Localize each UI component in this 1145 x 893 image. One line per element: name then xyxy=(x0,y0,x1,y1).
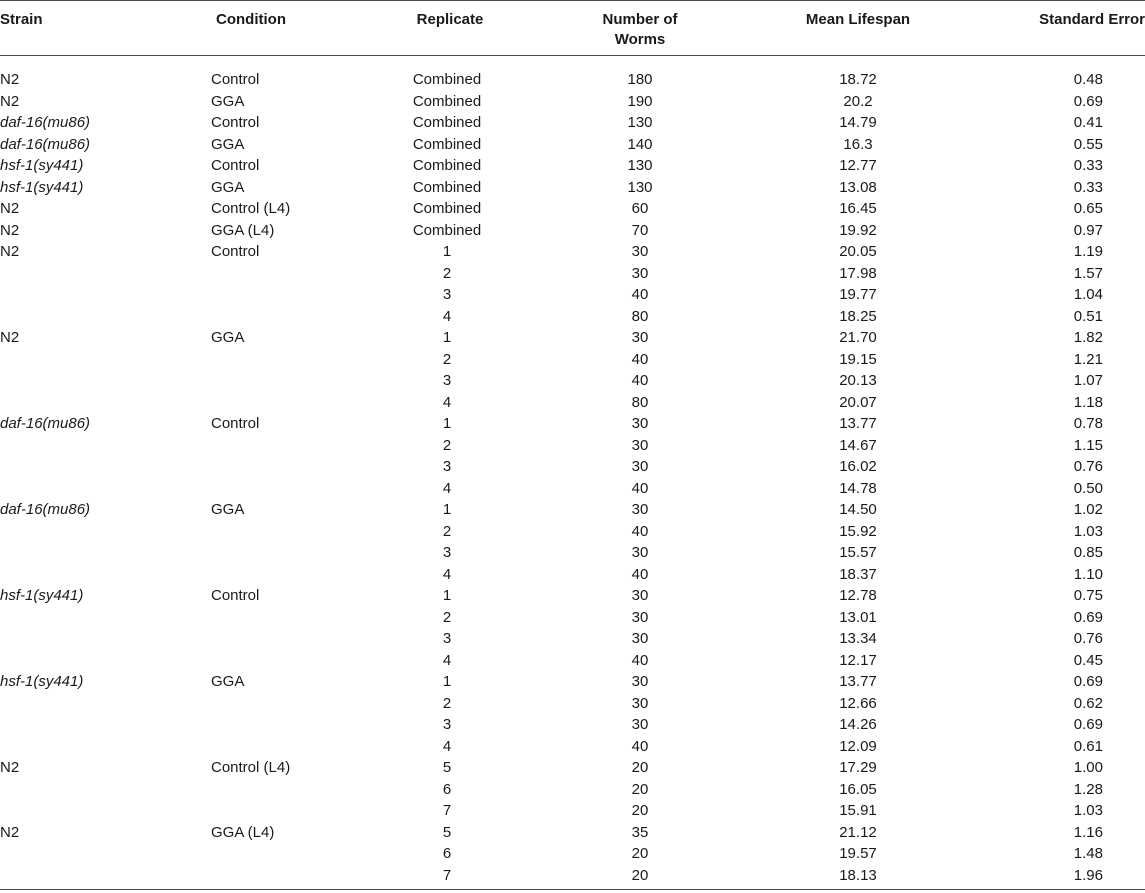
header-replicate: Replicate xyxy=(416,11,484,28)
cell-mean-lifespan: 15.91 xyxy=(839,802,877,819)
cell-number-of-worms: 40 xyxy=(631,372,649,389)
table-row xyxy=(0,736,1145,758)
cell-condition: GGA xyxy=(211,673,245,690)
cell-strain: N2 xyxy=(0,71,20,88)
cell-replicate: 1 xyxy=(442,587,452,604)
cell-standard-error: 0.51 xyxy=(1073,307,1103,325)
cell-number-of-worms: 20 xyxy=(631,802,649,819)
cell-mean-lifespan: 13.08 xyxy=(839,178,877,196)
cell-strain: N2 xyxy=(0,329,20,346)
cell-condition: Control xyxy=(211,415,260,432)
cell-mean-lifespan: 13.01 xyxy=(839,608,877,626)
cell-mean-lifespan: 16.3 xyxy=(843,135,873,153)
cell-mean-lifespan: 16.05 xyxy=(839,780,877,798)
cell-number-of-worms: 30 xyxy=(631,608,649,626)
cell-replicate: 3 xyxy=(442,544,452,561)
cell-mean-lifespan: 14.79 xyxy=(839,114,877,131)
table-row xyxy=(0,155,1145,177)
cell-standard-error: 0.69 xyxy=(1073,608,1103,626)
cell-number-of-worms: 20 xyxy=(631,759,649,776)
table-row xyxy=(0,241,1145,263)
cell-standard-error: 1.15 xyxy=(1073,436,1103,454)
cell-number-of-worms: 70 xyxy=(631,221,649,239)
table-row xyxy=(0,478,1145,500)
cell-mean-lifespan: 18.13 xyxy=(839,866,877,884)
cell-number-of-worms: 60 xyxy=(631,200,649,217)
cell-standard-error: 1.19 xyxy=(1073,243,1103,260)
cell-standard-error: 0.97 xyxy=(1073,221,1103,239)
cell-replicate: 1 xyxy=(442,243,452,260)
cell-mean-lifespan: 19.77 xyxy=(839,286,877,303)
cell-standard-error: 0.69 xyxy=(1073,673,1103,690)
table-row xyxy=(0,843,1145,865)
cell-mean-lifespan: 13.34 xyxy=(839,630,877,647)
table-row xyxy=(0,413,1145,435)
cell-strain: daf-16(mu86) xyxy=(0,114,91,131)
cell-standard-error: 1.96 xyxy=(1073,866,1103,884)
table-row xyxy=(0,499,1145,521)
table-row xyxy=(0,521,1145,543)
cell-condition: GGA xyxy=(211,92,245,110)
table-row xyxy=(0,112,1145,134)
table-row xyxy=(0,435,1145,457)
cell-standard-error: 1.07 xyxy=(1073,372,1103,389)
cell-standard-error: 1.02 xyxy=(1073,501,1103,518)
cell-standard-error: 0.76 xyxy=(1073,630,1103,647)
cell-number-of-worms: 30 xyxy=(631,694,649,712)
cell-replicate: 7 xyxy=(442,802,452,819)
cell-number-of-worms: 130 xyxy=(627,114,653,131)
header-mean-lifespan: Mean Lifespan xyxy=(805,11,911,28)
table-row xyxy=(0,865,1145,887)
header-number-of-worms-line2: Worms xyxy=(614,31,666,48)
cell-mean-lifespan: 18.72 xyxy=(839,71,877,88)
cell-standard-error: 1.57 xyxy=(1073,264,1103,282)
cell-mean-lifespan: 15.92 xyxy=(839,522,877,540)
cell-number-of-worms: 30 xyxy=(631,716,649,733)
table-row xyxy=(0,263,1145,285)
cell-number-of-worms: 180 xyxy=(627,71,653,88)
table-row xyxy=(0,714,1145,736)
table-row xyxy=(0,306,1145,328)
table-row xyxy=(0,284,1145,306)
table-row xyxy=(0,650,1145,672)
table-body xyxy=(0,69,1145,886)
cell-standard-error: 0.62 xyxy=(1073,694,1103,712)
cell-strain: N2 xyxy=(0,759,20,776)
cell-condition: GGA (L4) xyxy=(211,823,275,841)
cell-number-of-worms: 30 xyxy=(631,329,649,346)
cell-replicate: 5 xyxy=(442,823,452,841)
table-header xyxy=(0,0,1145,55)
cell-mean-lifespan: 13.77 xyxy=(839,415,877,432)
cell-replicate: Combined xyxy=(412,178,482,196)
cell-replicate: Combined xyxy=(412,221,482,239)
cell-mean-lifespan: 15.57 xyxy=(839,544,877,561)
table-row xyxy=(0,392,1145,414)
cell-number-of-worms: 40 xyxy=(631,737,649,755)
cell-strain: hsf-1(sy441) xyxy=(0,178,84,196)
header-standard-error: Standard Error xyxy=(1039,11,1145,28)
cell-strain: N2 xyxy=(0,823,20,841)
cell-strain: daf-16(mu86) xyxy=(0,501,91,518)
cell-strain: hsf-1(sy441) xyxy=(0,587,84,604)
cell-replicate: Combined xyxy=(412,135,482,153)
cell-number-of-worms: 80 xyxy=(631,393,649,411)
cell-number-of-worms: 30 xyxy=(631,264,649,282)
cell-condition: Control xyxy=(211,587,260,604)
cell-replicate: 6 xyxy=(442,780,452,798)
cell-replicate: 3 xyxy=(442,458,452,475)
cell-mean-lifespan: 18.37 xyxy=(839,565,877,583)
cell-number-of-worms: 30 xyxy=(631,501,649,518)
cell-strain: daf-16(mu86) xyxy=(0,415,91,432)
cell-replicate: 2 xyxy=(442,608,452,626)
cell-mean-lifespan: 19.15 xyxy=(839,350,877,368)
cell-replicate: 7 xyxy=(442,866,452,884)
cell-number-of-worms: 30 xyxy=(631,243,649,260)
cell-replicate: 2 xyxy=(442,264,452,282)
cell-condition: Control (L4) xyxy=(211,200,291,217)
cell-standard-error: 1.16 xyxy=(1073,823,1103,841)
table-row xyxy=(0,585,1145,607)
table-bottom-rule xyxy=(0,889,1145,890)
cell-standard-error: 1.21 xyxy=(1073,350,1103,368)
cell-condition: Control xyxy=(211,157,260,174)
cell-replicate: 1 xyxy=(442,501,452,518)
cell-replicate: 3 xyxy=(442,286,452,303)
table-row xyxy=(0,757,1145,779)
table-row xyxy=(0,134,1145,156)
cell-mean-lifespan: 14.26 xyxy=(839,716,877,733)
cell-replicate: 4 xyxy=(442,565,452,583)
cell-replicate: 4 xyxy=(442,479,452,497)
cell-number-of-worms: 20 xyxy=(631,866,649,884)
cell-mean-lifespan: 12.66 xyxy=(839,694,877,712)
cell-standard-error: 0.69 xyxy=(1073,92,1103,110)
cell-standard-error: 0.33 xyxy=(1073,157,1103,174)
table-row xyxy=(0,349,1145,371)
cell-strain: daf-16(mu86) xyxy=(0,135,91,153)
cell-replicate: Combined xyxy=(412,92,482,110)
cell-condition: GGA xyxy=(211,329,245,346)
cell-replicate: 2 xyxy=(442,350,452,368)
cell-standard-error: 0.61 xyxy=(1073,737,1103,755)
cell-standard-error: 0.55 xyxy=(1073,135,1103,153)
table-row xyxy=(0,198,1145,220)
cell-mean-lifespan: 20.05 xyxy=(839,243,877,260)
cell-mean-lifespan: 14.50 xyxy=(839,501,877,518)
table-row xyxy=(0,693,1145,715)
cell-mean-lifespan: 20.07 xyxy=(839,393,877,411)
cell-standard-error: 1.28 xyxy=(1073,780,1103,798)
cell-replicate: 1 xyxy=(442,415,452,432)
table-row xyxy=(0,822,1145,844)
cell-replicate: 1 xyxy=(442,329,452,346)
cell-replicate: 2 xyxy=(442,436,452,454)
table-row xyxy=(0,456,1145,478)
header-rule xyxy=(0,55,1145,56)
cell-mean-lifespan: 21.12 xyxy=(839,823,877,841)
cell-condition: GGA xyxy=(211,178,245,196)
cell-condition: Control (L4) xyxy=(211,759,291,776)
cell-condition: GGA xyxy=(211,501,245,518)
cell-number-of-worms: 30 xyxy=(631,630,649,647)
table-row xyxy=(0,607,1145,629)
cell-mean-lifespan: 16.45 xyxy=(839,200,877,217)
table-row xyxy=(0,177,1145,199)
cell-number-of-worms: 30 xyxy=(631,587,649,604)
cell-standard-error: 1.03 xyxy=(1073,522,1103,540)
cell-mean-lifespan: 13.77 xyxy=(839,673,877,690)
cell-mean-lifespan: 12.77 xyxy=(839,157,877,174)
cell-standard-error: 0.45 xyxy=(1073,651,1103,669)
cell-number-of-worms: 140 xyxy=(627,135,653,153)
cell-replicate: 3 xyxy=(442,716,452,733)
table-row xyxy=(0,69,1145,91)
cell-mean-lifespan: 19.92 xyxy=(839,221,877,239)
cell-number-of-worms: 40 xyxy=(631,565,649,583)
cell-replicate: 6 xyxy=(442,845,452,862)
cell-number-of-worms: 20 xyxy=(631,845,649,862)
cell-number-of-worms: 40 xyxy=(631,651,649,669)
header-strain: Strain xyxy=(0,11,43,28)
cell-standard-error: 1.10 xyxy=(1073,565,1103,583)
table-row xyxy=(0,628,1145,650)
cell-standard-error: 0.41 xyxy=(1073,114,1103,131)
cell-replicate: 4 xyxy=(442,737,452,755)
cell-number-of-worms: 40 xyxy=(631,286,649,303)
cell-replicate: 2 xyxy=(442,522,452,540)
cell-standard-error: 1.48 xyxy=(1073,845,1103,862)
cell-number-of-worms: 30 xyxy=(631,415,649,432)
cell-condition: GGA xyxy=(211,135,245,153)
cell-standard-error: 0.69 xyxy=(1073,716,1103,733)
cell-strain: N2 xyxy=(0,200,20,217)
cell-condition: Control xyxy=(211,114,260,131)
header-number-of-worms-line1: Number of xyxy=(602,11,678,28)
table-row xyxy=(0,542,1145,564)
cell-mean-lifespan: 12.09 xyxy=(839,737,877,755)
cell-standard-error: 0.65 xyxy=(1073,200,1103,217)
cell-mean-lifespan: 19.57 xyxy=(839,845,877,862)
table-row xyxy=(0,779,1145,801)
table-row xyxy=(0,327,1145,349)
cell-number-of-worms: 130 xyxy=(627,157,653,174)
cell-mean-lifespan: 14.67 xyxy=(839,436,877,454)
cell-standard-error: 1.00 xyxy=(1073,759,1103,776)
cell-mean-lifespan: 17.98 xyxy=(839,264,877,282)
cell-number-of-worms: 130 xyxy=(627,178,653,196)
cell-standard-error: 0.75 xyxy=(1073,587,1103,604)
table-row xyxy=(0,370,1145,392)
cell-number-of-worms: 40 xyxy=(631,350,649,368)
cell-mean-lifespan: 12.17 xyxy=(839,651,877,669)
cell-mean-lifespan: 12.78 xyxy=(839,587,877,604)
cell-standard-error: 0.48 xyxy=(1073,71,1103,88)
cell-number-of-worms: 20 xyxy=(631,780,649,798)
cell-standard-error: 0.78 xyxy=(1073,415,1103,432)
cell-replicate: 1 xyxy=(442,673,452,690)
cell-strain: hsf-1(sy441) xyxy=(0,157,84,174)
cell-number-of-worms: 190 xyxy=(627,92,653,110)
cell-number-of-worms: 40 xyxy=(631,479,649,497)
cell-mean-lifespan: 21.70 xyxy=(839,329,877,346)
cell-replicate: 4 xyxy=(442,307,452,325)
cell-replicate: 3 xyxy=(442,630,452,647)
cell-replicate: 2 xyxy=(442,694,452,712)
cell-standard-error: 1.82 xyxy=(1073,329,1103,346)
cell-number-of-worms: 30 xyxy=(631,458,649,475)
cell-replicate: 3 xyxy=(442,372,452,389)
table-row xyxy=(0,91,1145,113)
cell-mean-lifespan: 17.29 xyxy=(839,759,877,776)
cell-number-of-worms: 80 xyxy=(631,307,649,325)
cell-replicate: 4 xyxy=(442,393,452,411)
cell-replicate: 5 xyxy=(442,759,452,776)
cell-condition: Control xyxy=(211,71,260,88)
cell-condition: Control xyxy=(211,243,260,260)
cell-mean-lifespan: 20.13 xyxy=(839,372,877,389)
cell-standard-error: 0.85 xyxy=(1073,544,1103,561)
cell-replicate: Combined xyxy=(412,114,482,131)
cell-replicate: Combined xyxy=(412,157,482,174)
cell-replicate: Combined xyxy=(412,71,482,88)
table-row xyxy=(0,671,1145,693)
cell-number-of-worms: 35 xyxy=(631,823,649,841)
cell-number-of-worms: 40 xyxy=(631,522,649,540)
header-number-of-worms xyxy=(580,10,700,50)
cell-standard-error: 0.33 xyxy=(1073,178,1103,196)
cell-standard-error: 1.18 xyxy=(1073,393,1103,411)
cell-number-of-worms: 30 xyxy=(631,436,649,454)
cell-standard-error: 0.76 xyxy=(1073,458,1103,475)
cell-standard-error: 0.50 xyxy=(1073,479,1103,497)
table-row xyxy=(0,220,1145,242)
cell-replicate: 4 xyxy=(442,651,452,669)
cell-mean-lifespan: 20.2 xyxy=(843,92,873,110)
cell-strain: N2 xyxy=(0,243,20,260)
header-condition: Condition xyxy=(216,11,286,28)
cell-mean-lifespan: 16.02 xyxy=(839,458,877,475)
cell-mean-lifespan: 14.78 xyxy=(839,479,877,497)
cell-number-of-worms: 30 xyxy=(631,544,649,561)
cell-standard-error: 1.03 xyxy=(1073,802,1103,819)
table-row xyxy=(0,564,1145,586)
table-row xyxy=(0,800,1145,822)
cell-strain: N2 xyxy=(0,92,20,110)
cell-standard-error: 1.04 xyxy=(1073,286,1103,303)
cell-number-of-worms: 30 xyxy=(631,673,649,690)
cell-strain: hsf-1(sy441) xyxy=(0,673,84,690)
cell-mean-lifespan: 18.25 xyxy=(839,307,877,325)
cell-condition: GGA (L4) xyxy=(211,221,275,239)
cell-strain: N2 xyxy=(0,221,20,239)
cell-replicate: Combined xyxy=(412,200,482,217)
